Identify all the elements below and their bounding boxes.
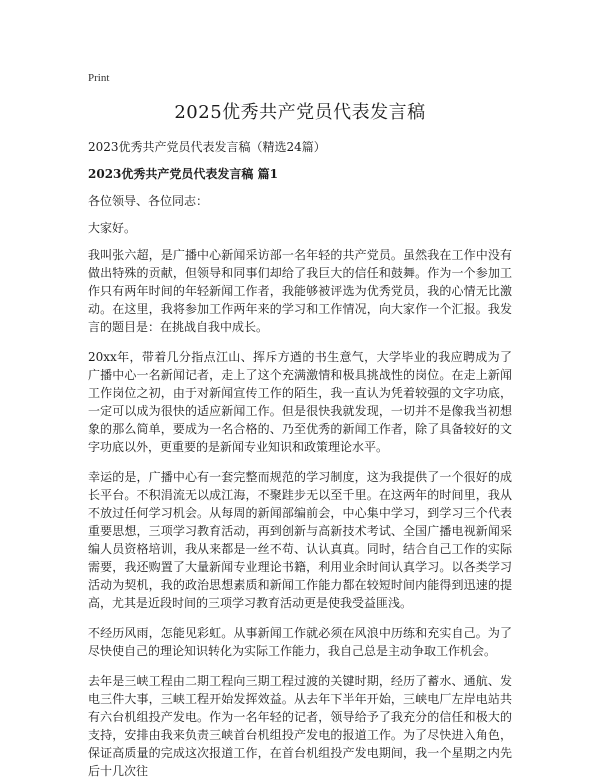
salutation-line: 大家好。 — [88, 221, 137, 235]
paragraph-3: 幸运的是，广播中心有一套完整而规范的学习制度，这为我提供了一个很好的成长平台。不积涓流无以成江海，不聚跬步无以至千里。在这两年的时间里，我从不放过任何学习机会。从每周的新闻部编前会，中心集中学习，到学习三个代表重要思想，三项学习教育活动，再到创新与高新技术考试、全国广播电视新闻采编人员资格培训，我从来都是一丝不苟、认认真真。同时，结合自己工作的实际需要，我还购置了大量新闻专业理论书籍，利用业余时间认真学习。以各类学习活动为契机，我的政治思想素质和新闻工作能力都在较短时间内能得到迅速的提高，尤其是近段时间的三项学习教育活动更是使我受益匪浅。 — [88, 470, 512, 610]
paragraph-2: 20xx年，带着几分指点江山、挥斥方遒的书生意气，大学毕业的我应聘成为了广播中心一名新闻记者，走上了这个充满激情和极具挑战性的岗位。在走上新闻工作岗位之初，由于对新闻宣传工作的陌生，我一直认为凭着较强的文字功底，一定可以成为很快的适应新闻工作。但是很快我就发现，一切并不是像我当初想象的那么简单，要成为一名合格的、乃至优秀的新闻工作者，除了具备较好的文字功底以外，更重要的是新闻专业知识和政策理论水平。 — [88, 350, 512, 454]
document-subtitle: 2023优秀共产党员代表发言稿（精选24篇） — [88, 140, 326, 154]
print-label[interactable]: Print — [88, 72, 110, 84]
document-title: 2025优秀共产党员代表发言稿 — [174, 102, 426, 123]
greeting-line: 各位领导、各位同志： — [88, 194, 209, 208]
section-heading: 2023优秀共产党员代表发言稿 篇1 — [88, 167, 278, 181]
paragraph-1: 我叫张六超，是广播中心新闻采访部一名年轻的共产党员。虽然我在工作中没有做出特殊的贡献，但领导和同事们却给了我巨大的信任和鼓舞。作为一个参加工作只有两年时间的年轻新闻工作者，我能够被评选为优秀党员，我的心情无比激动。在这里，我将参加工作两年来的学习和工作情况，向大家作一个汇报。我发言的题目是：在挑战自我中成长。 — [88, 248, 512, 334]
paragraph-4: 不经历风雨，怎能见彩虹。从事新闻工作就必须在风浪中历练和充实自己。为了尽快使自己的理论知识转化为实际工作能力，我自己总是主动争取工作机会。 — [88, 626, 512, 658]
paragraph-5: 去年是三峡工程由二期工程向三期工程过渡的关键时期，经历了蓄水、通航、发电三件大事，三峡工程开始发挥效益。从去年下半年开始，三峡电厂左岸电站共有六台机组投产发电。作为一名年轻的记者，领导给予了我充分的信任和极大的支持，安排由我来负责三峡首台机组投产发电的报道工作。为了尽快进入角色，保证高质量的完成这次报道工作，在首台机组投产发电期间，我一个星期之内先后十几次往 — [88, 674, 512, 778]
